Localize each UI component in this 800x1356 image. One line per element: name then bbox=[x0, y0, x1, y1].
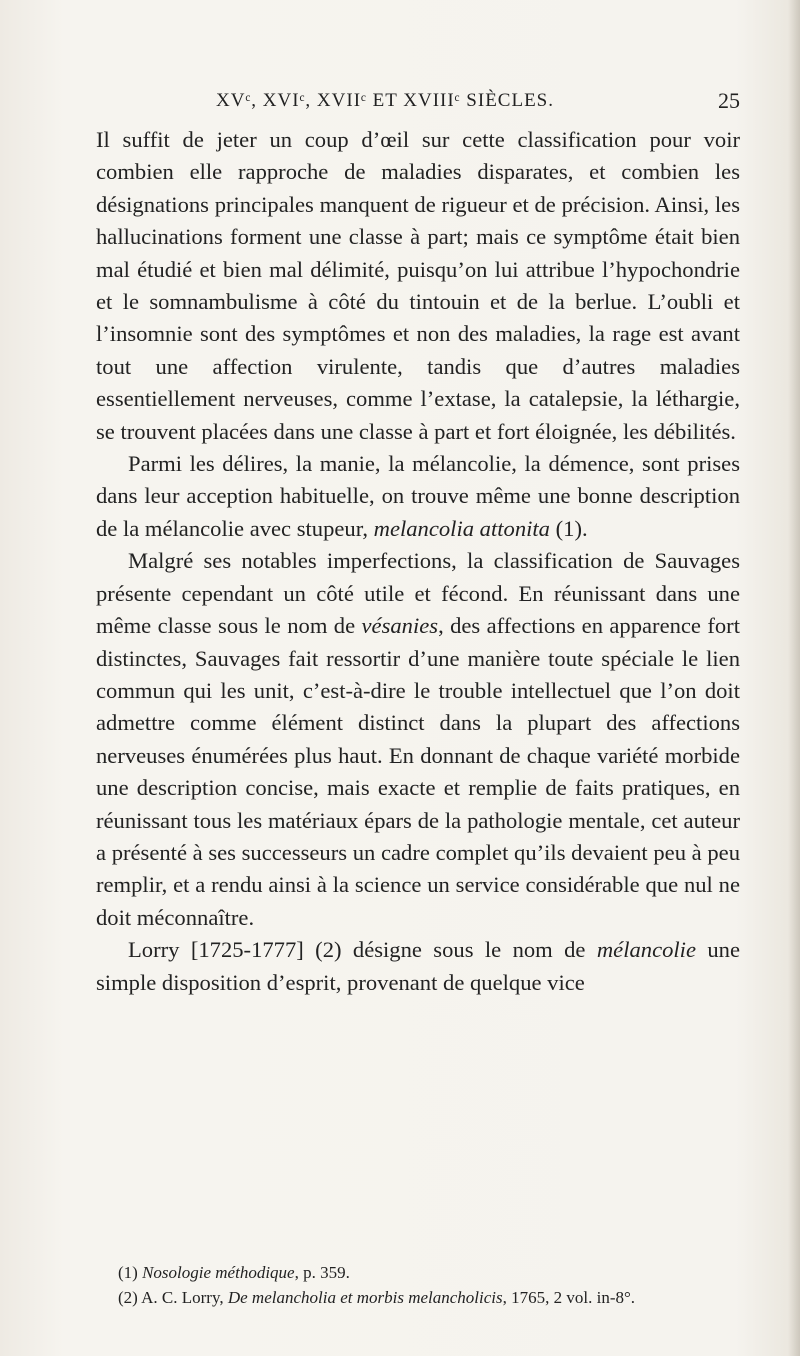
running-title: XVᶜ, XVIᶜ, XVIIᶜ ET XVIIIᶜ SIÈCLES. bbox=[216, 90, 554, 111]
text-segment: Il suffit de jeter un coup d’œil sur cette classification pour voir combien elle rapproche de maladies disparates, et combien les désignations principales manquent de rigueur et de précision. Ainsi, les hallucinations forment une classe à part; mais ce symptôme était bien mal étudié et bien mal délimité, puisqu’on lui attribue l’hypochondrie et le somnambulisme à côté du tintouin et de la berlue. L’oubli et l’insomnie sont des symptômes et non des maladies, la rage est avant tout une affection virulente, tandis que d’autres maladies essentiellement nerveuses, comme l’extase, la catalepsie, la léthargie, se trouvent placées dans une classe à part et fort éloignée, les débilités. bbox=[96, 127, 740, 444]
footnote-title: De melancholia et morbis melancholicis bbox=[227, 1288, 503, 1307]
page-number: 25 bbox=[718, 88, 740, 113]
paragraph bbox=[96, 448, 740, 545]
paragraph bbox=[96, 124, 740, 448]
italic-term: mélancolie bbox=[596, 937, 696, 963]
footnote-text: , 1765, 2 vol. in-8°. bbox=[502, 1288, 636, 1307]
italic-term: vésanies bbox=[361, 613, 439, 639]
paragraph bbox=[96, 545, 740, 934]
text-segment: une simple disposition d’esprit, provenant de quelque vice bbox=[96, 937, 740, 995]
footnote bbox=[118, 1285, 758, 1310]
footnote-title: Nosologie méthodique bbox=[142, 1263, 295, 1282]
text-segment: Parmi les délires, la manie, la mélancolie, la démence, sont prises dans leur acception habituelle, on trouve même une bonne description de la mélancolie avec stupeur, bbox=[96, 451, 740, 541]
body-text bbox=[96, 124, 740, 999]
footnote bbox=[118, 1260, 758, 1285]
page-edge-shadow bbox=[788, 0, 800, 1356]
text-segment: (1). bbox=[549, 515, 588, 541]
footnote-marker: (1) bbox=[118, 1263, 143, 1282]
text-segment: , des affections en apparence fort distinctes, Sauvages fait ressortir d’une manière toute spéciale le lien commun qui les unit, c’est-à-dire le trouble intellectuel que l’on doit admettre comme élément distinct dans la plupart des affections nerveuses énumérées plus haut. En donnant de chaque variété morbide une description concise, mais exacte et remplie de faits pratiques, en réunissant tous les matériaux épars de la pathologie mentale, cet auteur a présenté à ses successeurs un cadre complet qu’ils devaient peu à peu remplir, et a rendu ainsi à la science un service considérable que nul ne doit méconnaître. bbox=[96, 613, 740, 930]
footnote-text: , p. 359. bbox=[294, 1263, 350, 1282]
text-segment: Malgré ses notables imperfections, la classification de Sauvages présente cependant un côté utile et fécond. En réunissant dans une même classe sous le nom de bbox=[96, 548, 740, 639]
text-segment: Lorry [1725-1777] (2) désigne sous le nom de bbox=[128, 937, 597, 963]
running-head bbox=[100, 88, 740, 118]
italic-term: melancolia attonita bbox=[373, 515, 550, 541]
footnotes bbox=[118, 1260, 758, 1310]
footnote-marker: (2) A. C. Lorry, bbox=[118, 1288, 228, 1307]
paragraph bbox=[96, 934, 740, 999]
